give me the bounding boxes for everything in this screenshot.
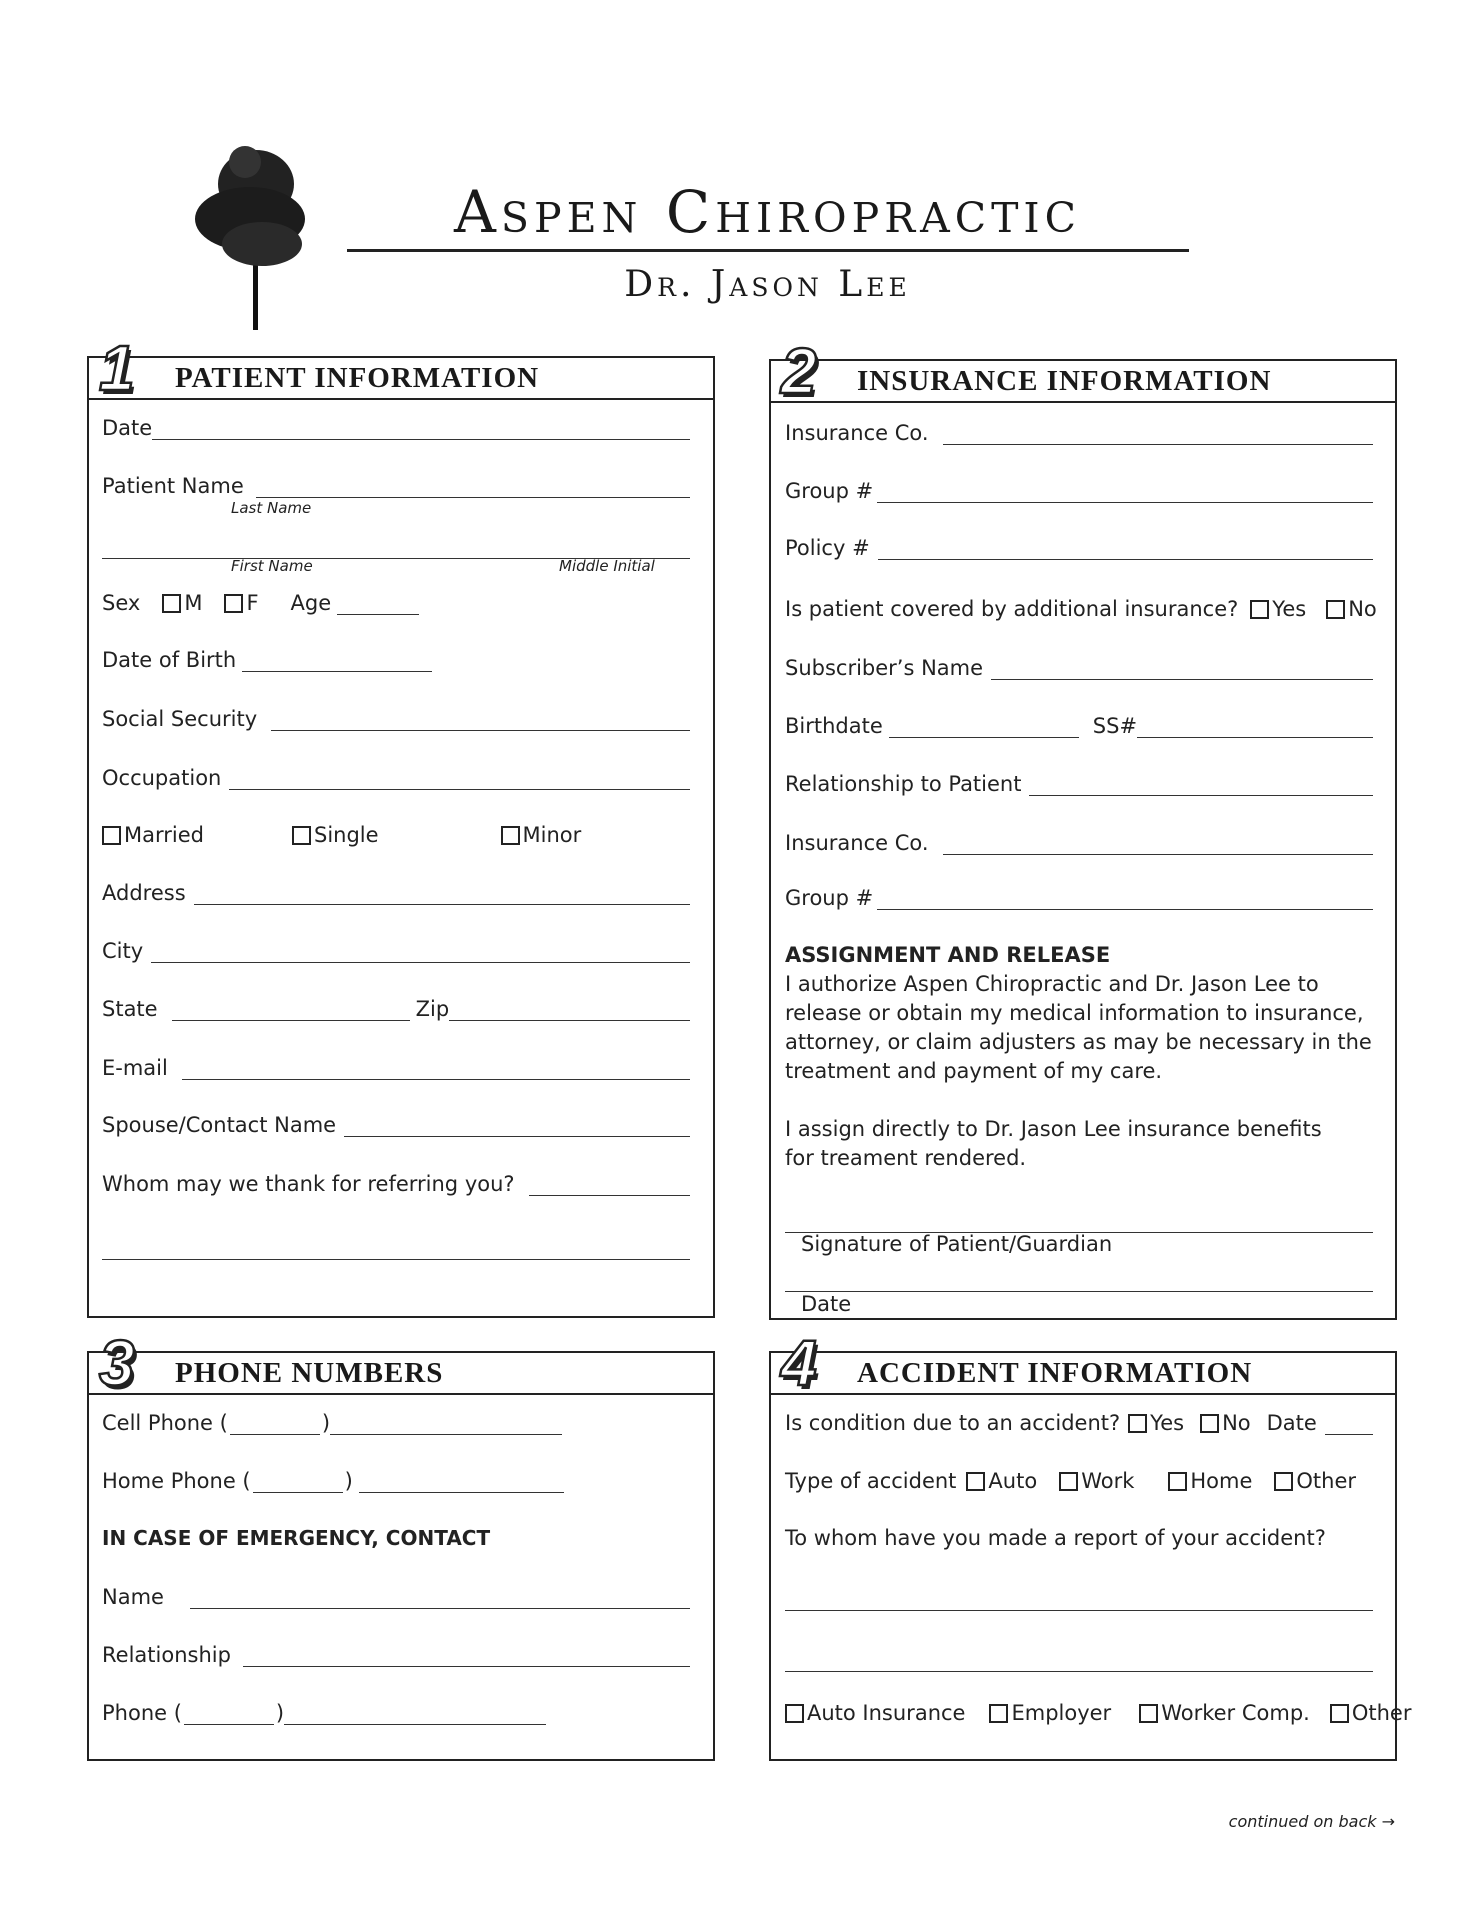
type-other-checkbox[interactable] <box>1274 1469 1356 1493</box>
checkbox-icon <box>501 826 520 845</box>
label: Group # <box>785 886 874 910</box>
label: Auto Insurance <box>807 1701 966 1725</box>
zip-input[interactable] <box>449 1000 690 1021</box>
label: SS# <box>1092 714 1138 738</box>
label: M <box>184 591 203 615</box>
first-name-field[interactable] <box>102 533 690 559</box>
birthdate-ss-row <box>785 712 1373 738</box>
label: Insurance Co. <box>785 421 929 445</box>
date-field[interactable] <box>102 414 690 440</box>
first-name-caption: First Name <box>231 557 313 575</box>
date-input[interactable] <box>152 419 690 440</box>
insurance-co-input[interactable] <box>943 424 1373 445</box>
label: ) <box>275 1701 285 1725</box>
label: Type of accident <box>785 1469 957 1493</box>
other-recipient-checkbox[interactable] <box>1330 1701 1412 1725</box>
accident-information-section <box>769 1327 1412 1761</box>
checkbox-icon <box>1250 600 1269 619</box>
referral-extra-input[interactable] <box>102 1239 690 1260</box>
relationship-field[interactable] <box>785 770 1373 796</box>
cell-number-input[interactable] <box>330 1414 562 1435</box>
section-title: INSURANCE INFORMATION <box>857 365 1272 397</box>
accident-yes-checkbox[interactable] <box>1128 1411 1184 1435</box>
report-question: To whom have you made a report of your accident? <box>785 1526 1326 1550</box>
label: Whom may we thank for referring you? <box>102 1172 515 1196</box>
home-number-input[interactable] <box>359 1472 564 1493</box>
label: Group # <box>785 479 874 503</box>
brand-divider <box>347 249 1189 252</box>
group-2-field[interactable] <box>785 884 1373 910</box>
checkbox-icon <box>102 826 121 845</box>
emergency-relationship-input[interactable] <box>243 1646 690 1667</box>
label: Zip <box>415 997 450 1021</box>
signature-caption: Signature of Patient/Guardian <box>801 1232 1113 1256</box>
referral-input[interactable] <box>529 1175 690 1196</box>
checkbox-icon <box>966 1472 985 1491</box>
referral-field[interactable] <box>102 1170 690 1196</box>
emergency-area-code-input[interactable] <box>184 1704 274 1725</box>
label: Yes <box>1150 1411 1185 1435</box>
age-input[interactable] <box>337 594 419 615</box>
label: Minor <box>522 823 582 847</box>
group-field[interactable] <box>785 477 1373 503</box>
section-header <box>771 361 1395 403</box>
report-line-2[interactable] <box>785 1646 1373 1672</box>
label: Employer <box>1011 1701 1112 1725</box>
section-header <box>89 358 713 400</box>
additional-no-checkbox[interactable] <box>1326 597 1377 621</box>
emergency-number-input[interactable] <box>284 1704 546 1725</box>
section-number: 2 <box>781 335 817 407</box>
signature-date-input[interactable] <box>785 1271 1373 1292</box>
label: Social Security <box>102 707 258 731</box>
dob-field[interactable] <box>102 646 690 672</box>
label: Auto <box>988 1469 1038 1493</box>
checkbox-icon <box>1326 600 1345 619</box>
label: Insurance Co. <box>785 831 929 855</box>
ssn-input[interactable] <box>271 710 690 731</box>
patient-information-section <box>87 332 715 1318</box>
emergency-name-input[interactable] <box>190 1588 690 1609</box>
label: F <box>246 591 259 615</box>
spouse-field[interactable] <box>102 1111 690 1137</box>
label: Sex <box>102 591 141 615</box>
phone-numbers-section <box>87 1327 715 1761</box>
occupation-field[interactable] <box>102 764 690 790</box>
section-title: PHONE NUMBERS <box>175 1357 444 1389</box>
report-input-1[interactable] <box>785 1590 1373 1611</box>
label: ) <box>321 1411 331 1435</box>
emergency-relationship-field[interactable] <box>102 1641 690 1667</box>
label: Date <box>1266 1411 1317 1435</box>
emergency-heading: IN CASE OF EMERGENCY, CONTACT <box>102 1526 491 1550</box>
type-auto-checkbox[interactable] <box>966 1469 1037 1493</box>
accident-no-checkbox[interactable] <box>1200 1411 1251 1435</box>
address-field[interactable] <box>102 879 690 905</box>
label: Occupation <box>102 766 222 790</box>
checkbox-icon <box>1128 1414 1147 1433</box>
state-zip-row <box>102 995 690 1021</box>
policy-input[interactable] <box>878 539 1373 560</box>
label: Other <box>1296 1469 1357 1493</box>
emergency-name-field[interactable] <box>102 1583 690 1609</box>
additional-yes-checkbox[interactable] <box>1250 597 1306 621</box>
last-name-caption: Last Name <box>231 499 312 517</box>
insurance-co-field[interactable] <box>785 419 1373 445</box>
occupation-input[interactable] <box>229 769 690 790</box>
label: Phone ( <box>102 1701 182 1725</box>
section-number: 4 <box>781 1327 817 1399</box>
label: Married <box>124 823 204 847</box>
sex-female-checkbox[interactable] <box>224 591 258 615</box>
label: Policy # <box>785 536 870 560</box>
label: Date of Birth <box>102 648 237 672</box>
label: Home Phone ( <box>102 1469 251 1493</box>
label: E-mail <box>102 1056 168 1080</box>
birthdate-input[interactable] <box>889 717 1079 738</box>
label: Yes <box>1272 597 1307 621</box>
emergency-phone-field[interactable] <box>102 1699 690 1725</box>
type-work-checkbox[interactable] <box>1059 1469 1134 1493</box>
section-number: 3 <box>99 1327 135 1399</box>
home-area-code-input[interactable] <box>253 1472 343 1493</box>
label: No <box>1348 597 1377 621</box>
label: Name <box>102 1585 164 1609</box>
subscriber-input[interactable] <box>991 659 1373 680</box>
city-field[interactable] <box>102 937 690 963</box>
continued-on-back-note: continued on back → <box>1228 1812 1395 1831</box>
accident-type-row <box>785 1467 1373 1493</box>
sex-male-checkbox[interactable] <box>162 591 202 615</box>
section-title: PATIENT INFORMATION <box>175 362 540 394</box>
label: Cell Phone ( <box>102 1411 228 1435</box>
section-header <box>771 1353 1395 1395</box>
tree-logo-icon <box>190 144 324 330</box>
subscriber-field[interactable] <box>785 654 1373 680</box>
checkbox-icon <box>292 826 311 845</box>
checkbox-icon <box>989 1704 1008 1723</box>
dob-input[interactable] <box>242 651 432 672</box>
label: Address <box>102 881 186 905</box>
label: ) <box>344 1469 353 1493</box>
insurance-information-section <box>769 335 1397 1320</box>
report-input-2[interactable] <box>785 1651 1373 1672</box>
checkbox-icon <box>1330 1704 1349 1723</box>
checkbox-icon <box>1200 1414 1219 1433</box>
assignment-text: I authorize Aspen Chiropractic and Dr. Jason Lee to release or obtain my medical information to insurance, attorney, or claim adjusters as may be necessary in the treatment and payment of my care. <box>785 972 1372 1083</box>
middle-initial-caption: Middle Initial <box>559 557 655 575</box>
label: No <box>1222 1411 1251 1435</box>
married-checkbox[interactable] <box>102 823 204 847</box>
report-line-1[interactable] <box>785 1585 1373 1611</box>
label: Relationship to Patient <box>785 772 1022 796</box>
worker-comp-checkbox[interactable] <box>1139 1701 1310 1725</box>
label: Age <box>290 591 332 615</box>
checkbox-icon <box>785 1704 804 1723</box>
checkbox-icon <box>1059 1472 1078 1491</box>
assign-benefits-text: I assign directly to Dr. Jason Lee insurance benefits for treament rendered. <box>785 1117 1322 1170</box>
type-home-checkbox[interactable] <box>1168 1469 1252 1493</box>
assignment-title: ASSIGNMENT AND RELEASE <box>785 943 1111 967</box>
label: Date <box>102 416 153 440</box>
employer-checkbox[interactable] <box>989 1701 1111 1725</box>
ss-input[interactable] <box>1137 717 1373 738</box>
home-phone-field[interactable] <box>102 1467 690 1493</box>
label: City <box>102 939 144 963</box>
insurance-co-2-input[interactable] <box>943 834 1373 855</box>
marital-row <box>102 821 690 847</box>
minor-checkbox[interactable] <box>501 823 582 847</box>
label: Patient Name <box>102 474 244 498</box>
label: Single <box>313 823 379 847</box>
label: Birthdate <box>785 714 883 738</box>
first-name-input[interactable] <box>102 538 690 559</box>
label: Work <box>1081 1469 1135 1493</box>
insurance-co-2-field[interactable] <box>785 829 1373 855</box>
checkbox-icon <box>224 594 243 613</box>
relationship-input[interactable] <box>1029 775 1373 796</box>
label: Home <box>1190 1469 1253 1493</box>
auto-insurance-checkbox[interactable] <box>785 1701 965 1725</box>
group-2-input[interactable] <box>877 889 1373 910</box>
report-recipient-row <box>785 1699 1412 1725</box>
label: Is patient covered by additional insurance? <box>785 597 1239 621</box>
state-input[interactable] <box>172 1000 410 1021</box>
sex-age-row <box>102 589 690 615</box>
date-caption: Date <box>801 1292 852 1316</box>
doctor-name: Dr. Jason Lee <box>624 264 911 305</box>
spouse-input[interactable] <box>344 1116 690 1137</box>
accident-condition-row <box>785 1409 1373 1435</box>
section-title: ACCIDENT INFORMATION <box>857 1357 1253 1389</box>
last-name-field[interactable] <box>102 472 690 498</box>
section-header <box>89 1353 713 1395</box>
checkbox-icon <box>162 594 181 613</box>
city-input[interactable] <box>151 942 690 963</box>
brand-name: Aspen Chiropractic <box>454 178 1081 246</box>
checkbox-icon <box>1168 1472 1187 1491</box>
policy-field[interactable] <box>785 534 1373 560</box>
email-field[interactable] <box>102 1054 690 1080</box>
checkbox-icon <box>1274 1472 1293 1491</box>
label: Other <box>1351 1701 1412 1725</box>
label: Spouse/Contact Name <box>102 1113 337 1137</box>
label: Relationship <box>102 1643 231 1667</box>
label: State <box>102 997 158 1021</box>
last-name-input[interactable] <box>256 477 690 498</box>
referral-extra-line[interactable] <box>102 1234 690 1260</box>
label: Worker Comp. <box>1161 1701 1310 1725</box>
single-checkbox[interactable] <box>292 823 379 847</box>
section-number: 1 <box>99 332 135 404</box>
label: Is condition due to an accident? <box>785 1411 1121 1435</box>
ssn-field[interactable] <box>102 705 690 731</box>
checkbox-icon <box>1139 1704 1158 1723</box>
email-input[interactable] <box>182 1059 690 1080</box>
address-input[interactable] <box>194 884 690 905</box>
signature-date-field[interactable] <box>785 1266 1373 1292</box>
group-input[interactable] <box>877 482 1373 503</box>
additional-insurance-row <box>785 595 1377 621</box>
cell-phone-field[interactable] <box>102 1409 690 1435</box>
accident-date-input[interactable] <box>1325 1414 1373 1435</box>
cell-area-code-input[interactable] <box>230 1414 320 1435</box>
label: Subscriber’s Name <box>785 656 984 680</box>
